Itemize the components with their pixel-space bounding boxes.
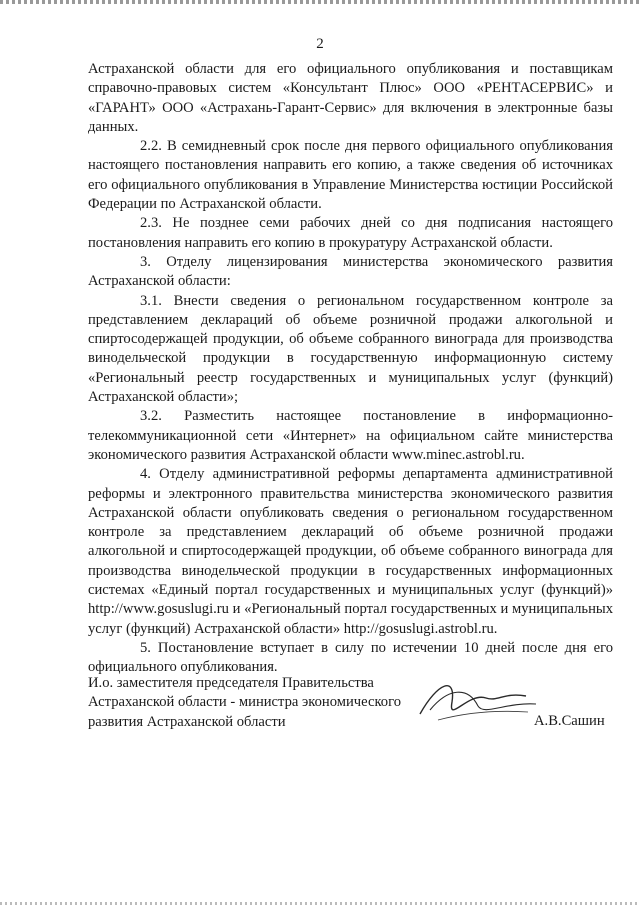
paragraph-3-2: 3.2. Разместить настоящее постановление в информационно-телекоммуникационной сети «Интернет» на официальном сайте министерства экономического развития Астраханской области www.minec.astrobl.ru. bbox=[88, 408, 613, 463]
paragraph-2-2: 2.2. В семидневный срок после дня первого официального опубликования настоящего постановления направить его копию, а также сведения об источниках его официального опубликования в Управление Министерства юстиции Российской Федерации по Астраханской области. bbox=[88, 138, 613, 213]
page-number: 2 bbox=[316, 36, 324, 52]
paragraph-3-1: 3.1. Внести сведения о региональном государственном контроле за представлением деклараций об объеме розничной продажи алкогольной и спиртосодержащей продукции, об объеме собранного винограда для производства винодельческой продукции в государственную информационную систему «Региональный реестр государственных и муниципальных услуг (функций) Астраханской области»; bbox=[88, 292, 613, 406]
paragraph-4: 4. Отделу административной реформы департамента административной реформы и электронного правительства министерства экономического развития Астраханской области опубликовать сведения о региональном государственном контроле за представлением деклараций об объеме розничной продажи алкогольной и спиртосодержащей продукции, об объеме собранного винограда для производства винодельческой продукции в государственных информационных системах «Единый портал государственных и муниципальных услуг (функций)» http://www.gosuslugi.ru и «Региональный портал государственных и муниципальных услуг (функций) Астраханской области» http://gosuslugi.astrobl.ru. bbox=[88, 466, 613, 637]
signature-block bbox=[88, 674, 613, 732]
scan-top-edge bbox=[0, 0, 640, 4]
handwritten-signature bbox=[408, 662, 548, 732]
signer-title: И.о. заместителя председателя Правительства Астраханской области - министра экономического развития Астраханской области bbox=[88, 675, 402, 730]
paragraph-2-3: 2.3. Не позднее семи рабочих дней со дня подписания настоящего постановления направить его копию в прокуратуру Астраханской области. bbox=[88, 215, 613, 251]
paragraph-3: 3. Отделу лицензирования министерства экономического развития Астраханской области: bbox=[88, 253, 613, 290]
signer-name: А.В.Сашин bbox=[534, 713, 605, 729]
paragraph-5: 5. Постановление вступает в силу по истечении 10 дней после дня его официального опубликования. bbox=[88, 639, 613, 676]
document-body bbox=[88, 60, 613, 678]
paragraph-continuation: Астраханской области для его официального опубликования и поставщикам справочно-правовых систем «Консультант Плюс» ООО «РЕНТАСЕРВИС» и «ГАРАНТ» ООО «Астрахань-Гарант-Сервис» для включения в электронные базы данных. bbox=[88, 61, 613, 135]
